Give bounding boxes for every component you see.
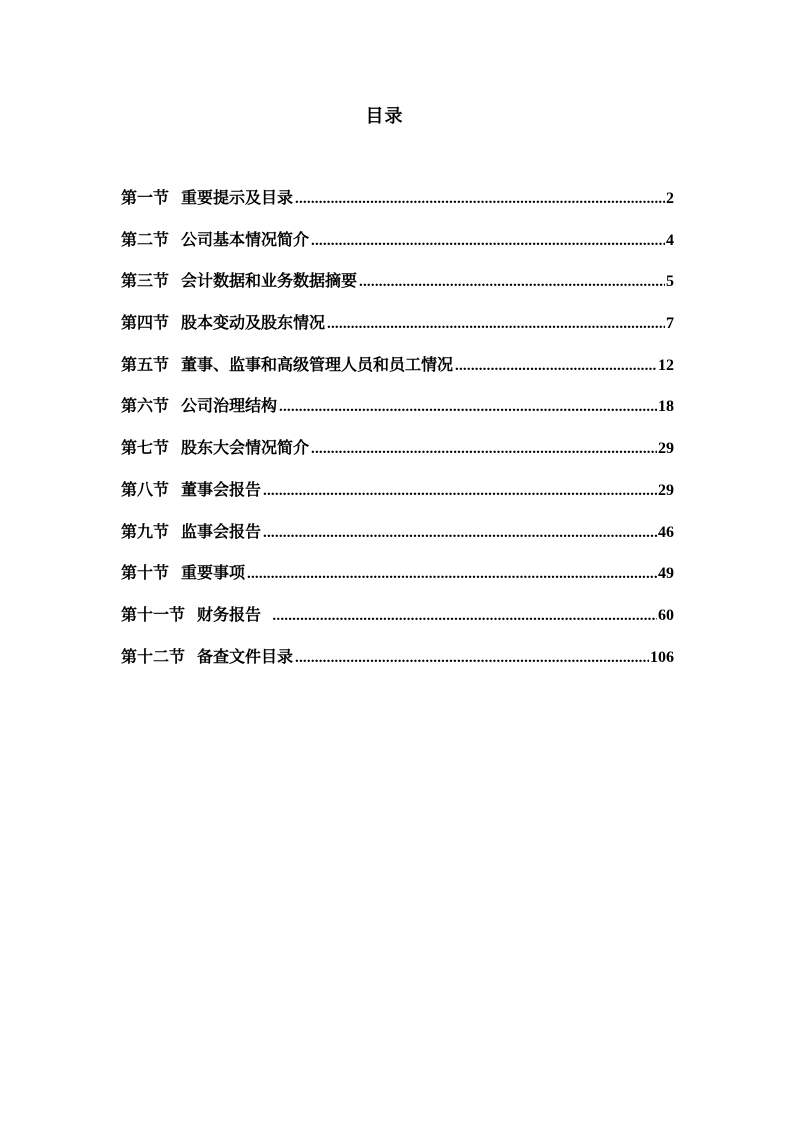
toc-dot-leader xyxy=(359,274,665,291)
toc-entry-1[interactable] xyxy=(121,185,674,227)
toc-section-title: 公司治理结构 xyxy=(181,396,278,416)
toc-dot-leader xyxy=(311,441,657,458)
toc-entry-10[interactable] xyxy=(121,560,674,602)
toc-section-title: 重要事项 xyxy=(181,563,246,583)
toc-section-number: 第七节 xyxy=(121,438,170,458)
toc-section-title: 监事会报告 xyxy=(181,521,262,541)
toc-entry-6[interactable] xyxy=(121,393,674,435)
toc-entry-11[interactable] xyxy=(121,602,674,644)
toc-section-title: 股东大会情况简介 xyxy=(181,438,310,458)
toc-section-number: 第六节 xyxy=(121,396,170,416)
toc-page-number: 5 xyxy=(666,273,674,291)
toc-dot-leader xyxy=(295,650,649,667)
toc-page-number: 29 xyxy=(658,440,674,458)
toc-dot-leader xyxy=(327,316,665,333)
toc-dot-leader xyxy=(311,233,665,250)
toc-entry-4[interactable] xyxy=(121,310,674,352)
toc-title: 目录 xyxy=(365,106,404,127)
toc-section-title: 会计数据和业务数据摘要 xyxy=(181,271,358,291)
toc-section-number: 第八节 xyxy=(121,479,170,499)
toc-section-title: 重要提示及目录 xyxy=(181,188,294,207)
toc-section-number: 第九节 xyxy=(121,521,170,541)
toc-section-number: 第五节 xyxy=(121,354,170,374)
toc-page-number: 29 xyxy=(658,481,674,499)
toc-section-number: 第一节 xyxy=(121,188,170,207)
toc-section-title: 备查文件目录 xyxy=(197,646,294,666)
toc-entry-12[interactable] xyxy=(121,644,674,686)
toc-entry-3[interactable] xyxy=(121,268,674,310)
toc-dot-leader xyxy=(295,191,665,208)
toc-page-number: 4 xyxy=(666,231,674,249)
toc-dot-leader xyxy=(272,608,657,625)
toc-section-number: 第二节 xyxy=(121,229,170,249)
toc-section-title: 董事、监事和高级管理人员和员工情况 xyxy=(181,354,454,374)
toc-list xyxy=(121,185,674,685)
toc-section-number: 第四节 xyxy=(121,313,170,333)
toc-section-title: 公司基本情况简介 xyxy=(181,229,310,249)
toc-page-number: 2 xyxy=(666,190,674,207)
toc-entry-9[interactable] xyxy=(121,519,674,561)
toc-entry-5[interactable] xyxy=(121,352,674,394)
toc-page-number: 106 xyxy=(650,648,674,666)
toc-entry-8[interactable] xyxy=(121,477,674,519)
toc-page-number: 49 xyxy=(658,565,674,583)
toc-section-number: 第十二节 xyxy=(121,646,186,666)
toc-page-number: 60 xyxy=(658,606,674,624)
toc-entry-2[interactable] xyxy=(121,227,674,269)
toc-section-title: 股本变动及股东情况 xyxy=(181,313,326,333)
toc-section-number: 第十一节 xyxy=(121,604,186,624)
toc-page-number: 18 xyxy=(658,398,674,416)
toc-page-number: 7 xyxy=(666,315,674,333)
toc-entry-7[interactable] xyxy=(121,435,674,477)
toc-dot-leader xyxy=(247,566,657,583)
toc-dot-leader xyxy=(279,399,657,416)
toc-dot-leader xyxy=(263,525,657,542)
toc-page-number: 46 xyxy=(658,523,674,541)
toc-section-title: 董事会报告 xyxy=(181,479,262,499)
toc-section-number: 第十节 xyxy=(121,563,170,583)
toc-page-number: 12 xyxy=(658,356,674,374)
toc-dot-leader xyxy=(263,483,657,500)
toc-section-title: 财务报告 xyxy=(197,604,262,624)
toc-section-number: 第三节 xyxy=(121,271,170,291)
toc-dot-leader xyxy=(455,358,657,375)
